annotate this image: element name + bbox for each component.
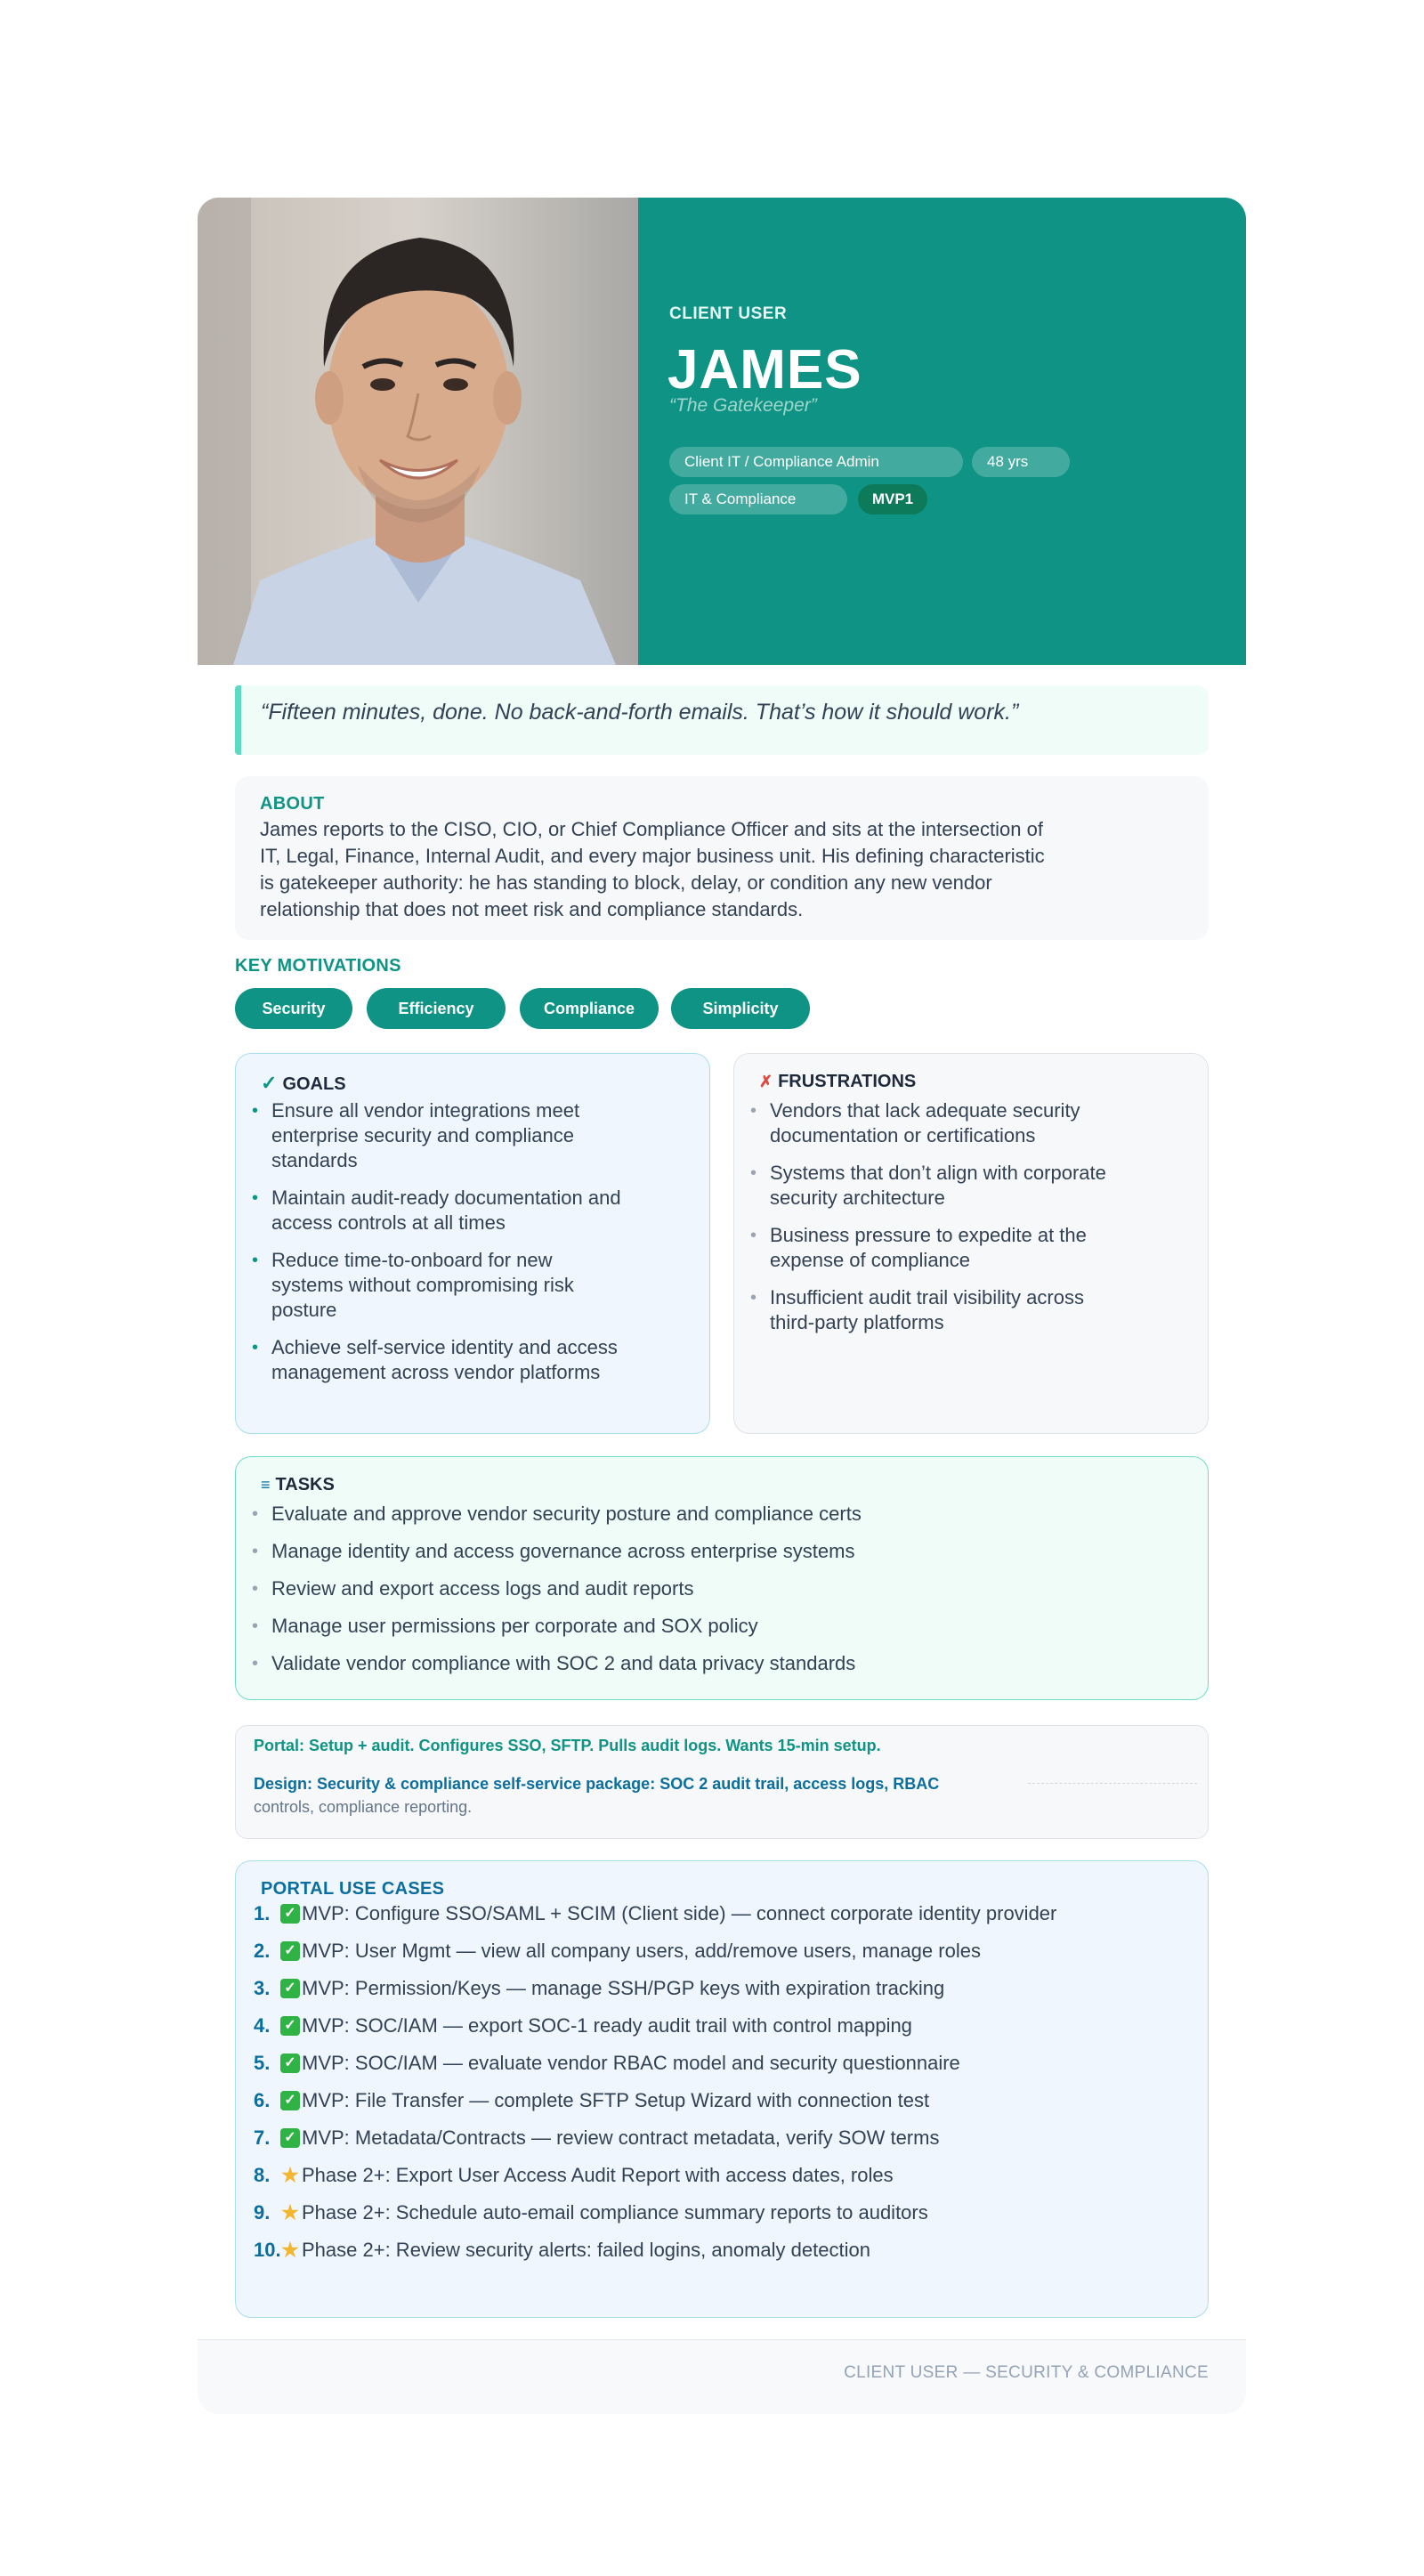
frustrations-title: FRUSTRATIONS xyxy=(778,1072,917,1091)
tasks-list xyxy=(252,1502,1142,1689)
x-icon: ✗ xyxy=(759,1073,773,1090)
check-icon: ✓ xyxy=(261,1072,278,1094)
motivations-title: KEY MOTIVATIONS xyxy=(235,956,401,976)
persona-header xyxy=(638,198,1246,665)
use-case-item xyxy=(254,2163,1144,2188)
task-item: • Evaluate and approve vendor security posture and compliance certs xyxy=(252,1502,1142,1527)
use-case-number: 2. xyxy=(254,1940,271,1962)
tasks-section xyxy=(235,1456,1209,1700)
motivation-pill-compliance: Compliance xyxy=(520,988,659,1029)
check-icon: ✓ xyxy=(280,2128,300,2148)
goals-section xyxy=(235,1053,710,1434)
task-item: • Manage identity and access governance across enterprise systems xyxy=(252,1539,1142,1564)
tasks-heading xyxy=(261,1475,335,1495)
use-cases-title: PORTAL USE CASES xyxy=(261,1879,445,1899)
use-case-number: 4. xyxy=(254,2014,271,2037)
use-cases-list xyxy=(254,1901,1144,2275)
use-cases-section xyxy=(235,1860,1209,2318)
motivation-pill-security: Security xyxy=(235,988,352,1029)
use-case-item xyxy=(254,1901,1144,1926)
frustrations-heading xyxy=(759,1072,916,1092)
motivation-pill-efficiency: Efficiency xyxy=(367,988,506,1029)
star-icon: ★ xyxy=(281,2201,299,2224)
check-icon: ✓ xyxy=(280,1904,300,1924)
goal-item: • Reduce time-to-onboard for new systems without compromising risk posture xyxy=(252,1248,626,1323)
use-case-number: 7. xyxy=(254,2126,271,2149)
tag-role: Client IT / Compliance Admin xyxy=(669,447,963,477)
task-item: • Review and export access logs and audit reports xyxy=(252,1576,1142,1601)
frustration-item: • Business pressure to expedite at the expense of compliance xyxy=(750,1223,1124,1273)
persona-footer xyxy=(198,2339,1246,2414)
frustration-item: • Insufficient audit trail visibility across third-party platforms xyxy=(750,1285,1124,1335)
frustrations-list xyxy=(750,1098,1124,1348)
goal-item: • Ensure all vendor integrations meet enterprise security and compliance standards xyxy=(252,1098,626,1173)
goal-item: • Achieve self-service identity and access management across vendor platforms xyxy=(252,1335,626,1385)
persona-nickname: “The Gatekeeper” xyxy=(669,395,817,416)
about-text: James reports to the CISO, CIO, or Chief Compliance Officer and sits at the intersection of IT, Legal, Finance, Internal Audit, and every major business unit. His defining characteristic is gatekeeper authority: he has standing to block, delay, or condition any new vendor relationship that does not meet risk and compliance standards. xyxy=(260,818,1045,920)
persona-quote xyxy=(235,685,1209,755)
role-label: CLIENT USER xyxy=(669,304,788,323)
about-section xyxy=(235,776,1209,940)
use-case-text: Phase 2+: Export User Access Audit Report with access dates, roles xyxy=(302,2164,894,2186)
use-case-text: MVP: File Transfer — complete SFTP Setup Wizard with connection test xyxy=(302,2089,930,2111)
check-icon: ✓ xyxy=(280,2016,300,2036)
use-case-text: MVP: User Mgmt — view all company users, add/remove users, manage roles xyxy=(302,1940,981,1962)
use-case-item xyxy=(254,2013,1144,2038)
frustration-item: • Vendors that lack adequate security documentation or certifications xyxy=(750,1098,1124,1148)
use-case-number: 3. xyxy=(254,1977,271,1999)
use-case-text: MVP: SOC/IAM — evaluate vendor RBAC model and security questionnaire xyxy=(302,2052,960,2074)
use-case-number: 10. xyxy=(254,2239,281,2261)
list-icon: ≡ xyxy=(261,1476,271,1494)
use-case-item xyxy=(254,2051,1144,2076)
tasks-title: TASKS xyxy=(275,1475,335,1495)
use-case-item xyxy=(254,2200,1144,2225)
goals-list xyxy=(252,1098,626,1397)
portrait-image xyxy=(198,198,638,665)
check-icon: ✓ xyxy=(280,2091,300,2110)
use-case-number: 1. xyxy=(254,1902,271,1924)
motivation-pill-simplicity: Simplicity xyxy=(671,988,810,1029)
use-case-text: MVP: Configure SSO/SAML + SCIM (Client side) — connect corporate identity provider xyxy=(302,1902,1057,1924)
use-case-number: 6. xyxy=(254,2089,271,2111)
star-icon: ★ xyxy=(281,2239,299,2261)
use-case-item xyxy=(254,1976,1144,2001)
use-case-item xyxy=(254,2088,1144,2113)
use-case-text: Phase 2+: Review security alerts: failed logins, anomaly detection xyxy=(302,2239,870,2261)
design-summary-rest: controls, compliance reporting. xyxy=(254,1798,473,1816)
use-case-text: MVP: SOC/IAM — export SOC-1 ready audit trail with control mapping xyxy=(302,2014,912,2037)
goals-heading xyxy=(261,1072,346,1095)
use-case-item xyxy=(254,1939,1144,1964)
goal-item: • Maintain audit-ready documentation and access controls at all times xyxy=(252,1186,626,1235)
use-case-item xyxy=(254,2238,1144,2263)
use-case-number: 9. xyxy=(254,2201,271,2224)
persona-name: JAMES xyxy=(668,339,862,401)
use-case-item xyxy=(254,2126,1144,2151)
tag-department: IT & Compliance xyxy=(669,484,847,514)
persona-card xyxy=(198,198,1246,2414)
frustrations-section xyxy=(733,1053,1209,1434)
design-summary-bold: Design: Security & compliance self-service package: SOC 2 audit trail, access logs, RBAC xyxy=(254,1775,940,1793)
check-icon: ✓ xyxy=(280,1941,300,1961)
task-item: • Validate vendor compliance with SOC 2 and data privacy standards xyxy=(252,1651,1142,1676)
use-case-number: 5. xyxy=(254,2052,271,2074)
mvp-badge: MVP1 xyxy=(858,484,927,514)
design-summary xyxy=(254,1772,1037,1819)
use-case-text: MVP: Permission/Keys — manage SSH/PGP keys with expiration tracking xyxy=(302,1977,945,1999)
persona-photo xyxy=(198,198,638,665)
quote-text: “Fifteen minutes, done. No back-and-forth emails. That’s how it should work.” xyxy=(261,700,1019,725)
check-icon: ✓ xyxy=(280,2054,300,2073)
star-icon: ★ xyxy=(281,2164,299,2186)
check-icon: ✓ xyxy=(280,1979,300,1998)
tag-age: 48 yrs xyxy=(972,447,1070,477)
frustration-item: • Systems that don’t align with corporate security architecture xyxy=(750,1161,1124,1211)
footer-label: CLIENT USER — SECURITY & COMPLIANCE xyxy=(844,2363,1209,2382)
use-case-text: MVP: Metadata/Contracts — review contract metadata, verify SOW terms xyxy=(302,2126,940,2149)
use-case-text: Phase 2+: Schedule auto-email compliance summary reports to auditors xyxy=(302,2201,928,2224)
use-case-number: 8. xyxy=(254,2164,271,2186)
portal-design-section xyxy=(235,1725,1209,1839)
portal-summary: Portal: Setup + audit. Configures SSO, SFTP. Pulls audit logs. Wants 15-min setup. xyxy=(254,1737,881,1754)
goals-title: GOALS xyxy=(282,1074,346,1094)
about-title: ABOUT xyxy=(260,794,325,814)
task-item: • Manage user permissions per corporate and SOX policy xyxy=(252,1614,1142,1639)
divider xyxy=(1028,1783,1197,1784)
